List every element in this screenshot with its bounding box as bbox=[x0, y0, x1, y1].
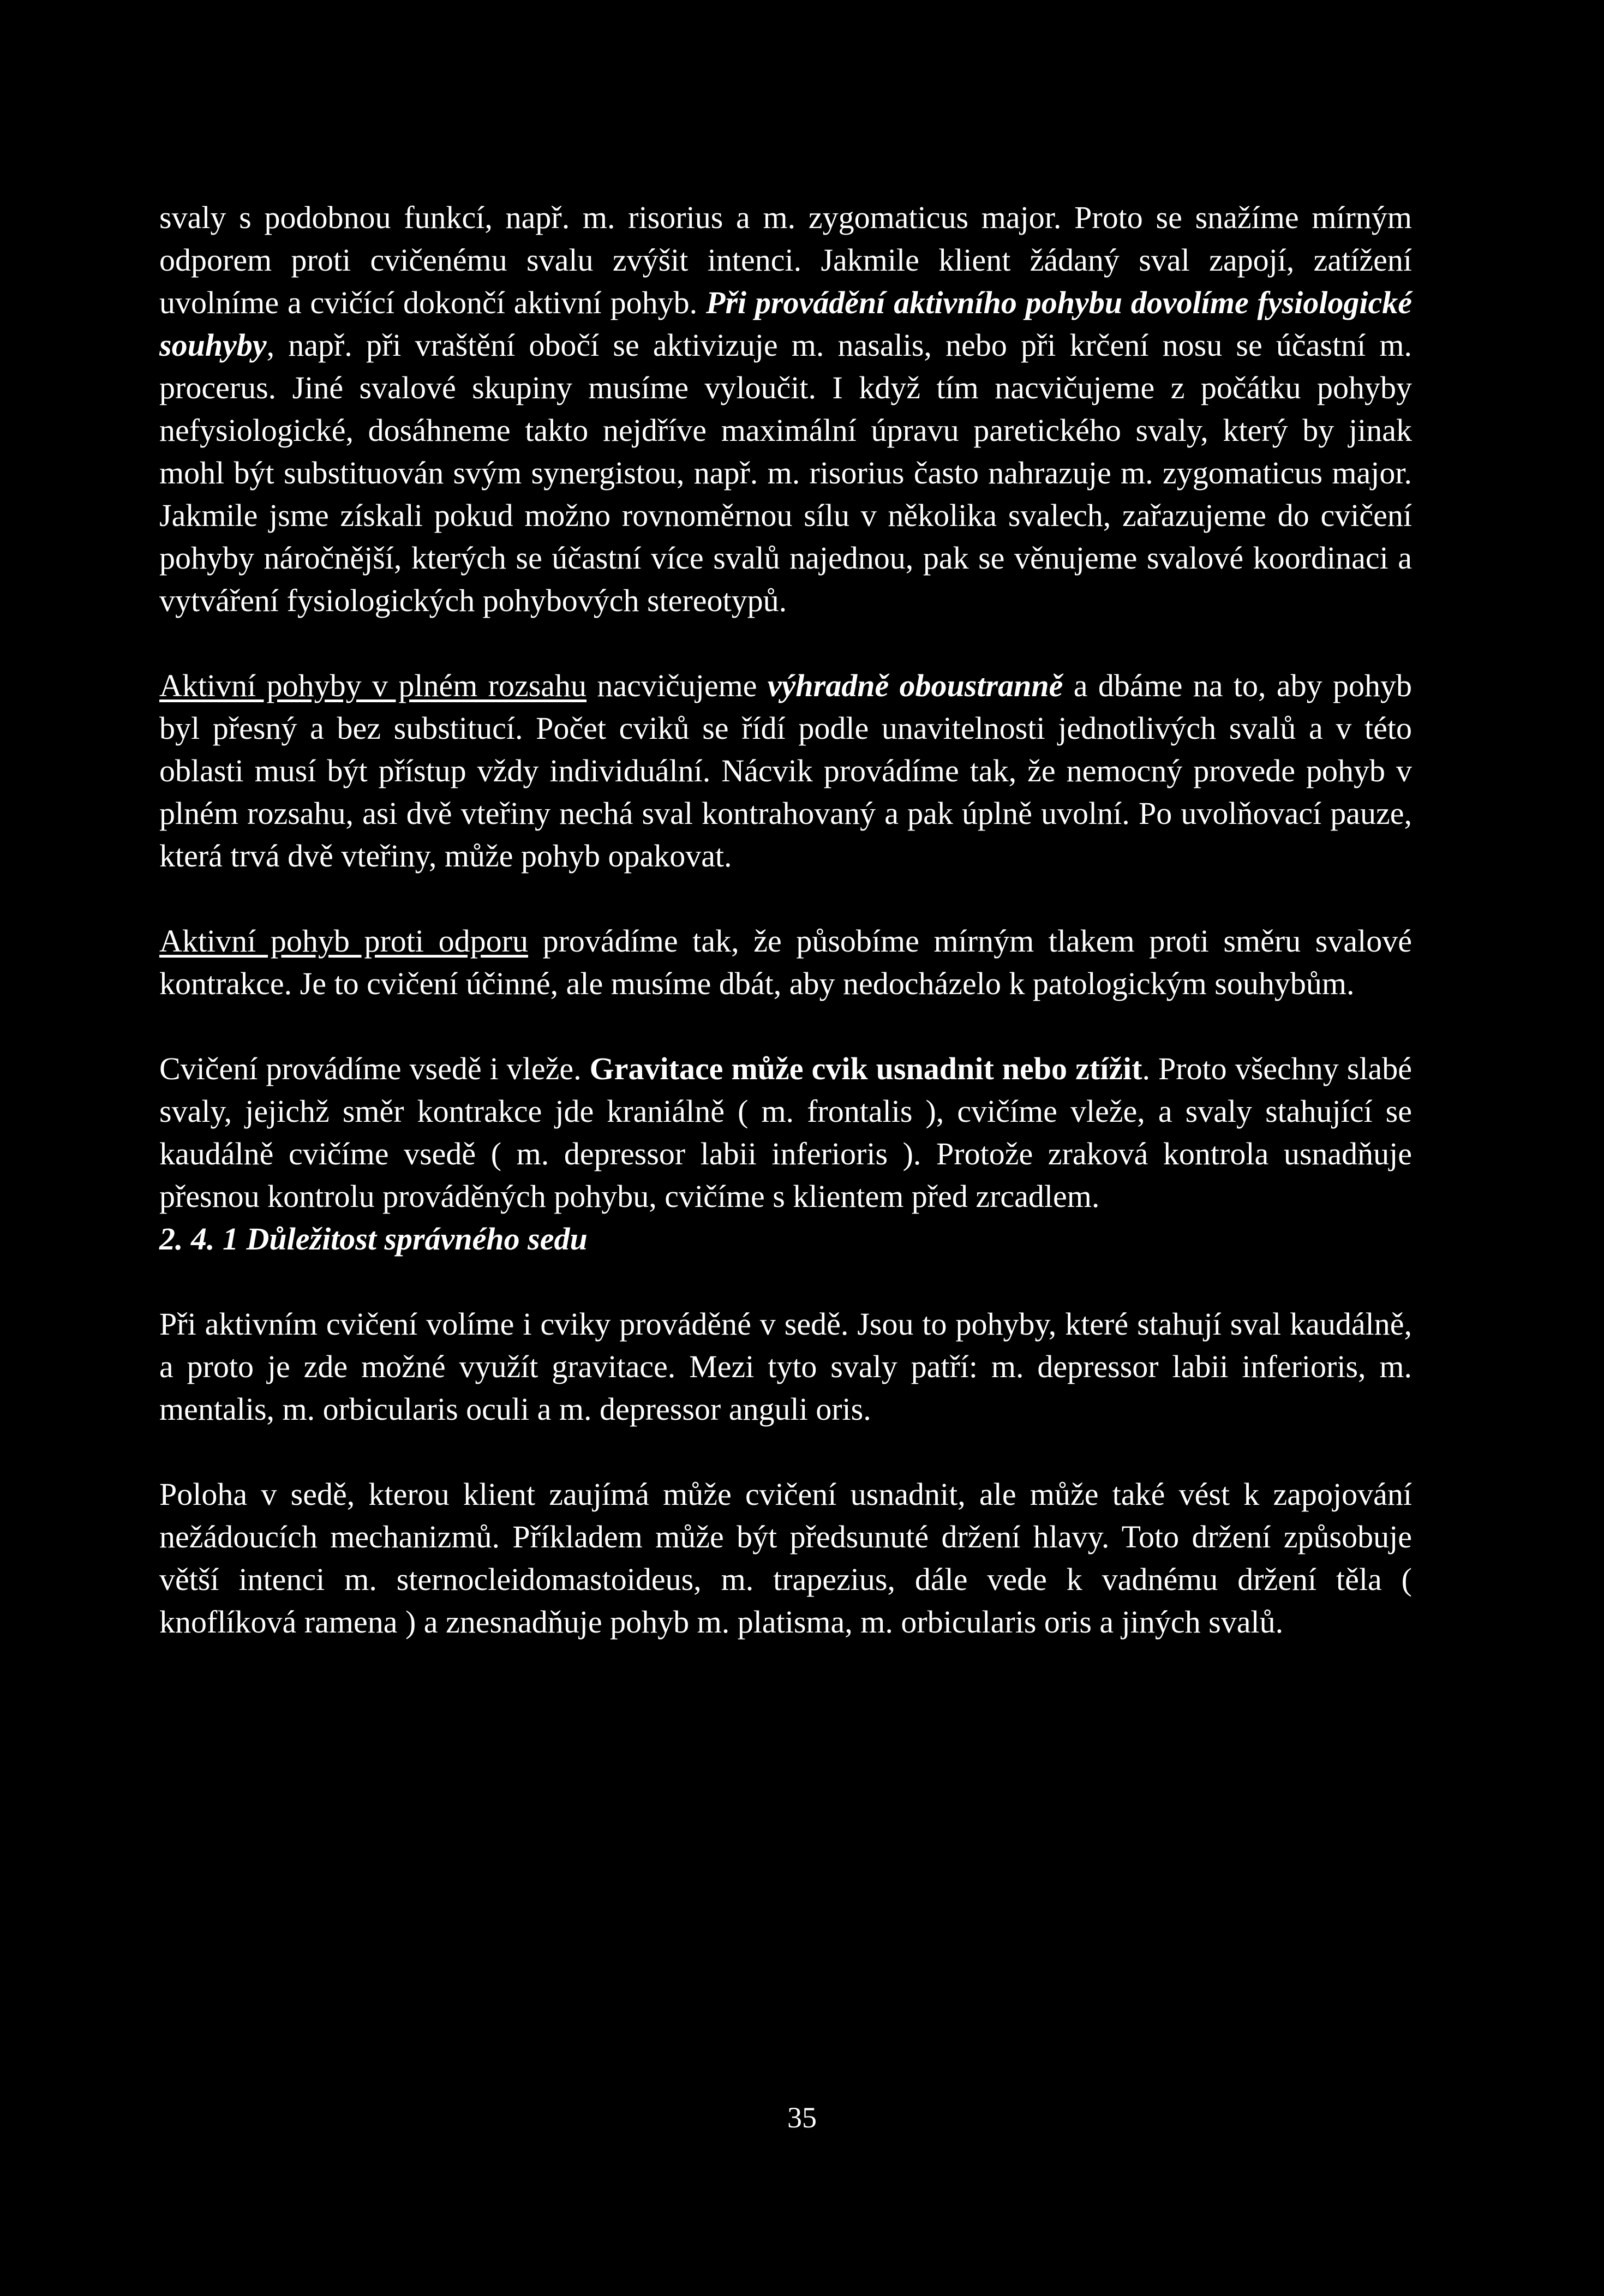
paragraph-full-range bbox=[159, 665, 1412, 877]
emphasis-physiological-synkinesis: Při provádění aktivního pohybu dovolíme fysiologické souhyby bbox=[159, 285, 1412, 363]
text: svaly s podobnou funkcí, např. m. risorius a m. zygomaticus major. Proto se snažíme mírným odporem proti cvičenému svalu zvýšit intenci. Jakmile klient žádaný sval zapojí, zatížení uvolníme a cvičící dokončí aktivní pohyb. bbox=[159, 200, 1412, 320]
page-body bbox=[159, 196, 1412, 1643]
page-number: 35 bbox=[787, 2101, 817, 2134]
paragraph-gravity bbox=[159, 1048, 1412, 1218]
text: , např. při vraštění obočí se aktivizuje m. nasalis, nebo při krčení nosu se účastní m. procerus. Jiné svalové skupiny musíme vyloučit. I když tím nacvičujeme z počátku pohyby nefysiologické, dosáhneme takto nejdříve maximální úpravu paretického svaly, který by jinak mohl být substituován svým synergistou, např. m. risorius často nahrazuje m. zygomaticus major. Jakmile jsme získali pokud možno rovnoměrnou sílu v několika svalech, zařazujeme do cvičení pohyby náročnější, kterých se účastní více svalů najednou, pak se věnujeme svalové koordinaci a vytváření fysiologických pohybových stereotypů. bbox=[159, 327, 1412, 618]
underlined-term-full-range: Aktivní pohyby v plném rozsahu bbox=[159, 668, 587, 703]
paragraph-active-movement-intro bbox=[159, 196, 1412, 622]
paragraph-sitting-posture: Poloha v sedě, kterou klient zaujímá může cvičení usnadnit, ale může také vést k zapojování nežádoucích mechanizmů. Příkladem může být předsunuté držení hlavy. Toto držení způsobuje větší intenci m. sternocleidomastoideus, m. trapezius, dále vede k vadnému držení těla ( knoflíková ramena ) a znesnadňuje pohyb m. platisma, m. orbicularis oris a jiných svalů. bbox=[159, 1476, 1412, 1640]
text: Cvičení provádíme vsedě i vleže. bbox=[159, 1051, 590, 1086]
emphasis-bilateral: výhradně oboustranně bbox=[767, 668, 1063, 703]
section-heading: 2. 4. 1 Důležitost správného sedu bbox=[159, 1221, 588, 1257]
paragraph-resistance bbox=[159, 920, 1412, 1005]
text: provádíme tak, že působíme mírným tlakem proti směru svalové kontrakce. Je to cvičení účinné, ale musíme dbát, aby nedocházelo k patologickým souhybům. bbox=[159, 923, 1412, 1001]
underlined-term-resistance: Aktivní pohyb proti odporu bbox=[159, 923, 528, 959]
paragraph-sitting-exercises: Při aktivním cvičení volíme i cviky prováděné v sedě. Jsou to pohyby, které stahují sval kaudálně, a proto je zde možné využít gravitace. Mezi tyto svaly patří: m. depressor labii inferioris, m. mentalis, m. orbicularis oculi a m. depressor anguli oris. bbox=[159, 1306, 1412, 1427]
bold-gravity-statement: Gravitace může cvik usnadnit nebo ztížit bbox=[589, 1051, 1142, 1086]
text: nacvičujeme bbox=[586, 668, 768, 703]
text: a dbáme na to, aby pohyb byl přesný a bez substitucí. Počet cviků se řídí podle unavitelnosti jednotlivých svalů a v této oblasti musí být přístup vždy individuální. Nácvik provádíme tak, že nemocný provede pohyb v plném rozsahu, asi dvě vteřiny nechá sval kontrahovaný a pak úplně uvolní. Po uvolňovací pauze, která trvá dvě vteřiny, může pohyb opakovat. bbox=[159, 668, 1413, 874]
text: . Proto všechny slabé svaly, jejichž směr kontrakce jde kraniálně ( m. frontalis ), cvičíme vleže, a svaly stahující se kaudálně cvičíme vsedě ( m. depressor labii inferioris ). Protože zraková kontrola usnadňuje přesnou kontrolu prováděných pohybu, cvičíme s klientem před zrcadlem. bbox=[159, 1051, 1412, 1214]
